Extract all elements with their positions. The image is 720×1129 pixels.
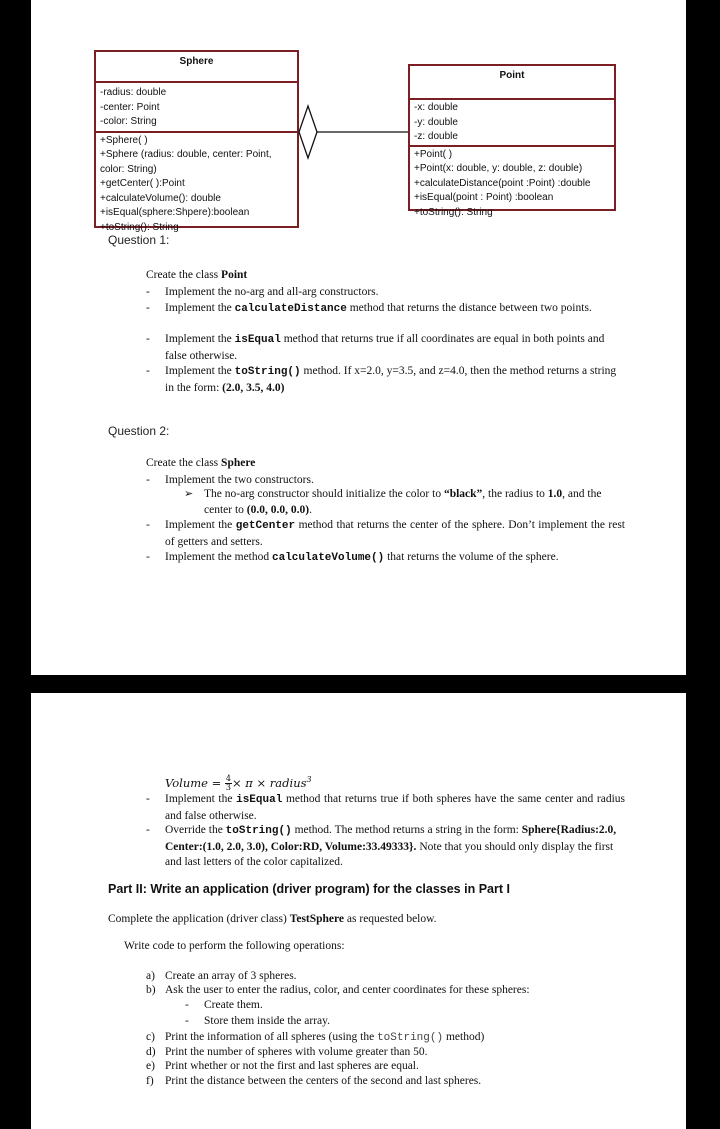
op-b-sub-2 [185, 1014, 330, 1029]
dash-bullet: - [146, 824, 150, 836]
formula-denominator: 3 [225, 783, 232, 793]
page2-bullet-1-pre: Implement the [165, 793, 237, 805]
page2-example-output: Sphere{Radius:2.0, Center:(1.0, 2.0, 3.0), Color:RD, Volume:33.49333}. [165, 824, 617, 853]
op-text: Print the number of spheres with volume greater than 50. [165, 1046, 428, 1058]
op-d [146, 1045, 428, 1060]
q1-bullet-1 [146, 285, 625, 301]
op-c [146, 1030, 484, 1046]
q2-sub-bullet [184, 487, 624, 518]
dash-bullet: - [146, 365, 150, 377]
q1-intro [146, 269, 247, 281]
dash-bullet: - [146, 302, 150, 314]
sphere-class-name-section [96, 52, 297, 81]
page2-bullet-1 [146, 792, 625, 824]
volume-formula [165, 770, 312, 793]
op-b-sub-1 [185, 998, 263, 1013]
sphere-method: +getCenter( ):Point [100, 178, 185, 189]
formula-rest: × π × radius [232, 775, 307, 790]
point-attributes-section [410, 98, 614, 145]
sphere-methods-section [96, 131, 297, 238]
op-text: Ask the user to enter the radius, color, and center coordinates for these spheres: [165, 984, 530, 996]
dash-bullet: - [146, 519, 150, 531]
op-label: c) [146, 1031, 155, 1043]
arrow-bullet-icon: ➢ [184, 488, 194, 500]
point-methods-section [410, 145, 614, 223]
sphere-class-name: Sphere [179, 56, 214, 67]
page2-bullet-2-post: Note that you should only display the first and last letters of the color capitalized. [165, 840, 614, 868]
op-text: Print whether or not the first and last spheres are equal. [165, 1060, 419, 1072]
op-text: Print the distance between the centers of the second and last spheres. [165, 1075, 482, 1087]
op-label: b) [146, 984, 156, 996]
composition-diamond-icon [299, 106, 317, 158]
q2-bullet-2-pre: Implement the [165, 519, 236, 531]
point-method: +Point(x: double, y: double, z: double) [414, 163, 583, 174]
complete-pre: Complete the application (driver class) [108, 913, 290, 925]
point-method: +Point( ) [414, 148, 453, 160]
op-label: d) [146, 1046, 156, 1058]
page2-code-isEqual: isEqual [236, 794, 283, 806]
sphere-attribute: -color: String [100, 116, 157, 127]
q2-code-calculateVolume: calculateVolume() [272, 552, 385, 564]
document-page-2 [31, 693, 686, 1129]
point-method: +calculateDistance(point :Point) :double [414, 177, 591, 189]
formula-fraction [225, 775, 232, 792]
part-2-heading: Part II: Write an application (driver program) for the classes in Part I [108, 882, 510, 896]
point-attribute: -x: double [414, 102, 458, 113]
op-code-toString: toString() [377, 1032, 444, 1044]
q1-bullet-3 [146, 332, 625, 364]
op-a [146, 969, 297, 984]
point-method: +isEqual(point : Point) :boolean [414, 192, 554, 203]
op-b [146, 983, 530, 998]
op-text-post: method) [443, 1031, 485, 1043]
q2-sub-mid2: , and the center to [204, 488, 602, 516]
q2-sub-mid: , the radius to [482, 488, 548, 500]
dash-bullet: - [146, 333, 150, 345]
formula-lhs: Volume [165, 775, 208, 790]
page2-bullet-2 [146, 823, 625, 871]
op-text: Store them inside the array. [204, 1015, 331, 1027]
sphere-method: +calculateVolume(): double [100, 192, 221, 204]
page2-code-toString: toString() [225, 825, 292, 837]
composition-connector [297, 100, 412, 164]
q1-bullet-3-post: method that returns true if all coordinates are equal in both points and false otherwise. [165, 333, 605, 362]
q1-code-calculateDistance: calculateDistance [234, 303, 347, 315]
q1-intro-text: Create the class [146, 269, 222, 281]
point-attribute: -y: double [414, 116, 458, 128]
q2-intro [146, 457, 255, 469]
dash-bullet: - [185, 999, 189, 1011]
q2-class-name: Sphere [221, 457, 256, 469]
q1-bullet-1-text: Implement the no-arg and all-arg constructors. [165, 286, 379, 298]
q2-bullet-2-post: method that returns the center of the sphere. Don’t implement the rest of getters and setters. [165, 519, 625, 548]
point-class-name: Point [499, 70, 525, 81]
complete-instruction [108, 913, 437, 925]
q2-bullet-3-post: that returns the volume of the sphere. [384, 551, 559, 563]
q1-example-output: (2.0, 3.5, 4.0) [222, 381, 285, 394]
formula-exponent: 3 [306, 775, 312, 784]
dash-bullet: - [146, 286, 150, 298]
q1-bullet-4-mid: method. If x=2.0, y=3.5, and z=4.0, then the method returns a string in the form: [165, 365, 617, 394]
sphere-method: +toString(): String [100, 221, 179, 233]
question-1-heading: Question 1: [108, 233, 170, 247]
op-text: Create an array of 3 spheres. [165, 970, 297, 982]
q2-sub-radius: 1.0 [547, 488, 563, 500]
q2-bullet-2 [146, 518, 625, 550]
page2-bullet-1-post: method that returns true if both spheres have the same center and radius and false otherwise. [165, 793, 625, 822]
dash-bullet: - [146, 551, 150, 563]
op-label: a) [146, 970, 155, 982]
op-label: e) [146, 1060, 155, 1072]
sphere-method: +Sphere( ) [100, 134, 148, 146]
q1-code-isEqual: isEqual [234, 334, 281, 346]
q1-bullet-4 [146, 364, 625, 396]
q2-sub-end: . [309, 503, 312, 516]
dash-bullet: - [146, 793, 150, 805]
op-e [146, 1059, 419, 1074]
q2-sub-center: (0.0, 0.0, 0.0) [246, 503, 310, 516]
sphere-attribute: -center: Point [100, 101, 160, 113]
point-attribute: -z: double [414, 131, 458, 142]
document-page-1 [31, 0, 686, 675]
q1-class-name: Point [221, 269, 248, 281]
point-class-box [408, 64, 616, 218]
page2-bullet-2-pre: Override the [165, 824, 226, 836]
q1-bullet-3-pre: Implement the [165, 333, 235, 345]
q2-intro-text: Create the class [146, 457, 222, 469]
op-text-pre: Print the information of all spheres (using the [165, 1031, 378, 1043]
question-2-heading: Question 2: [108, 424, 170, 438]
q1-bullet-4-pre: Implement the [165, 365, 235, 377]
q1-code-toString: toString() [234, 366, 301, 378]
point-method: +toString(): String [414, 206, 493, 218]
q2-sub-pre: The no-arg constructor should initialize the color to [204, 488, 444, 500]
sphere-attributes-section [96, 81, 297, 131]
q2-bullet-3-pre: Implement the method [165, 551, 272, 563]
dash-bullet: - [185, 1015, 189, 1027]
q2-bullet-3 [146, 550, 595, 567]
q1-bullet-2-post: method that returns the distance between two points. [346, 302, 592, 314]
q2-bullet-1-text: Implement the two constructors. [165, 474, 314, 486]
driver-class-name: TestSphere [289, 913, 345, 925]
q1-bullet-2-pre: Implement the [165, 302, 235, 314]
q2-code-getCenter: getCenter [235, 520, 296, 532]
formula-numerator: 4 [225, 774, 232, 784]
sphere-attribute: -radius: double [100, 87, 167, 98]
dash-bullet: - [146, 474, 150, 486]
q2-sub-black: “black” [443, 488, 483, 500]
q1-bullet-2 [146, 301, 625, 318]
sphere-method: +Sphere (radius: double, center: Point, color: String) [100, 149, 272, 175]
op-f [146, 1074, 481, 1089]
page2-bullet-2-mid: method. The method returns a string in the form: [291, 824, 522, 836]
op-text: Create them. [204, 999, 263, 1011]
complete-post: as requested below. [344, 913, 437, 925]
point-class-name-section [410, 66, 614, 98]
formula-equals: = [211, 775, 222, 790]
sphere-method: +isEqual(sphere:Shpere):boolean [100, 207, 250, 218]
op-label: f) [146, 1075, 154, 1087]
sphere-class-box [94, 50, 299, 233]
write-code-instruction: Write code to perform the following operations: [124, 940, 345, 952]
